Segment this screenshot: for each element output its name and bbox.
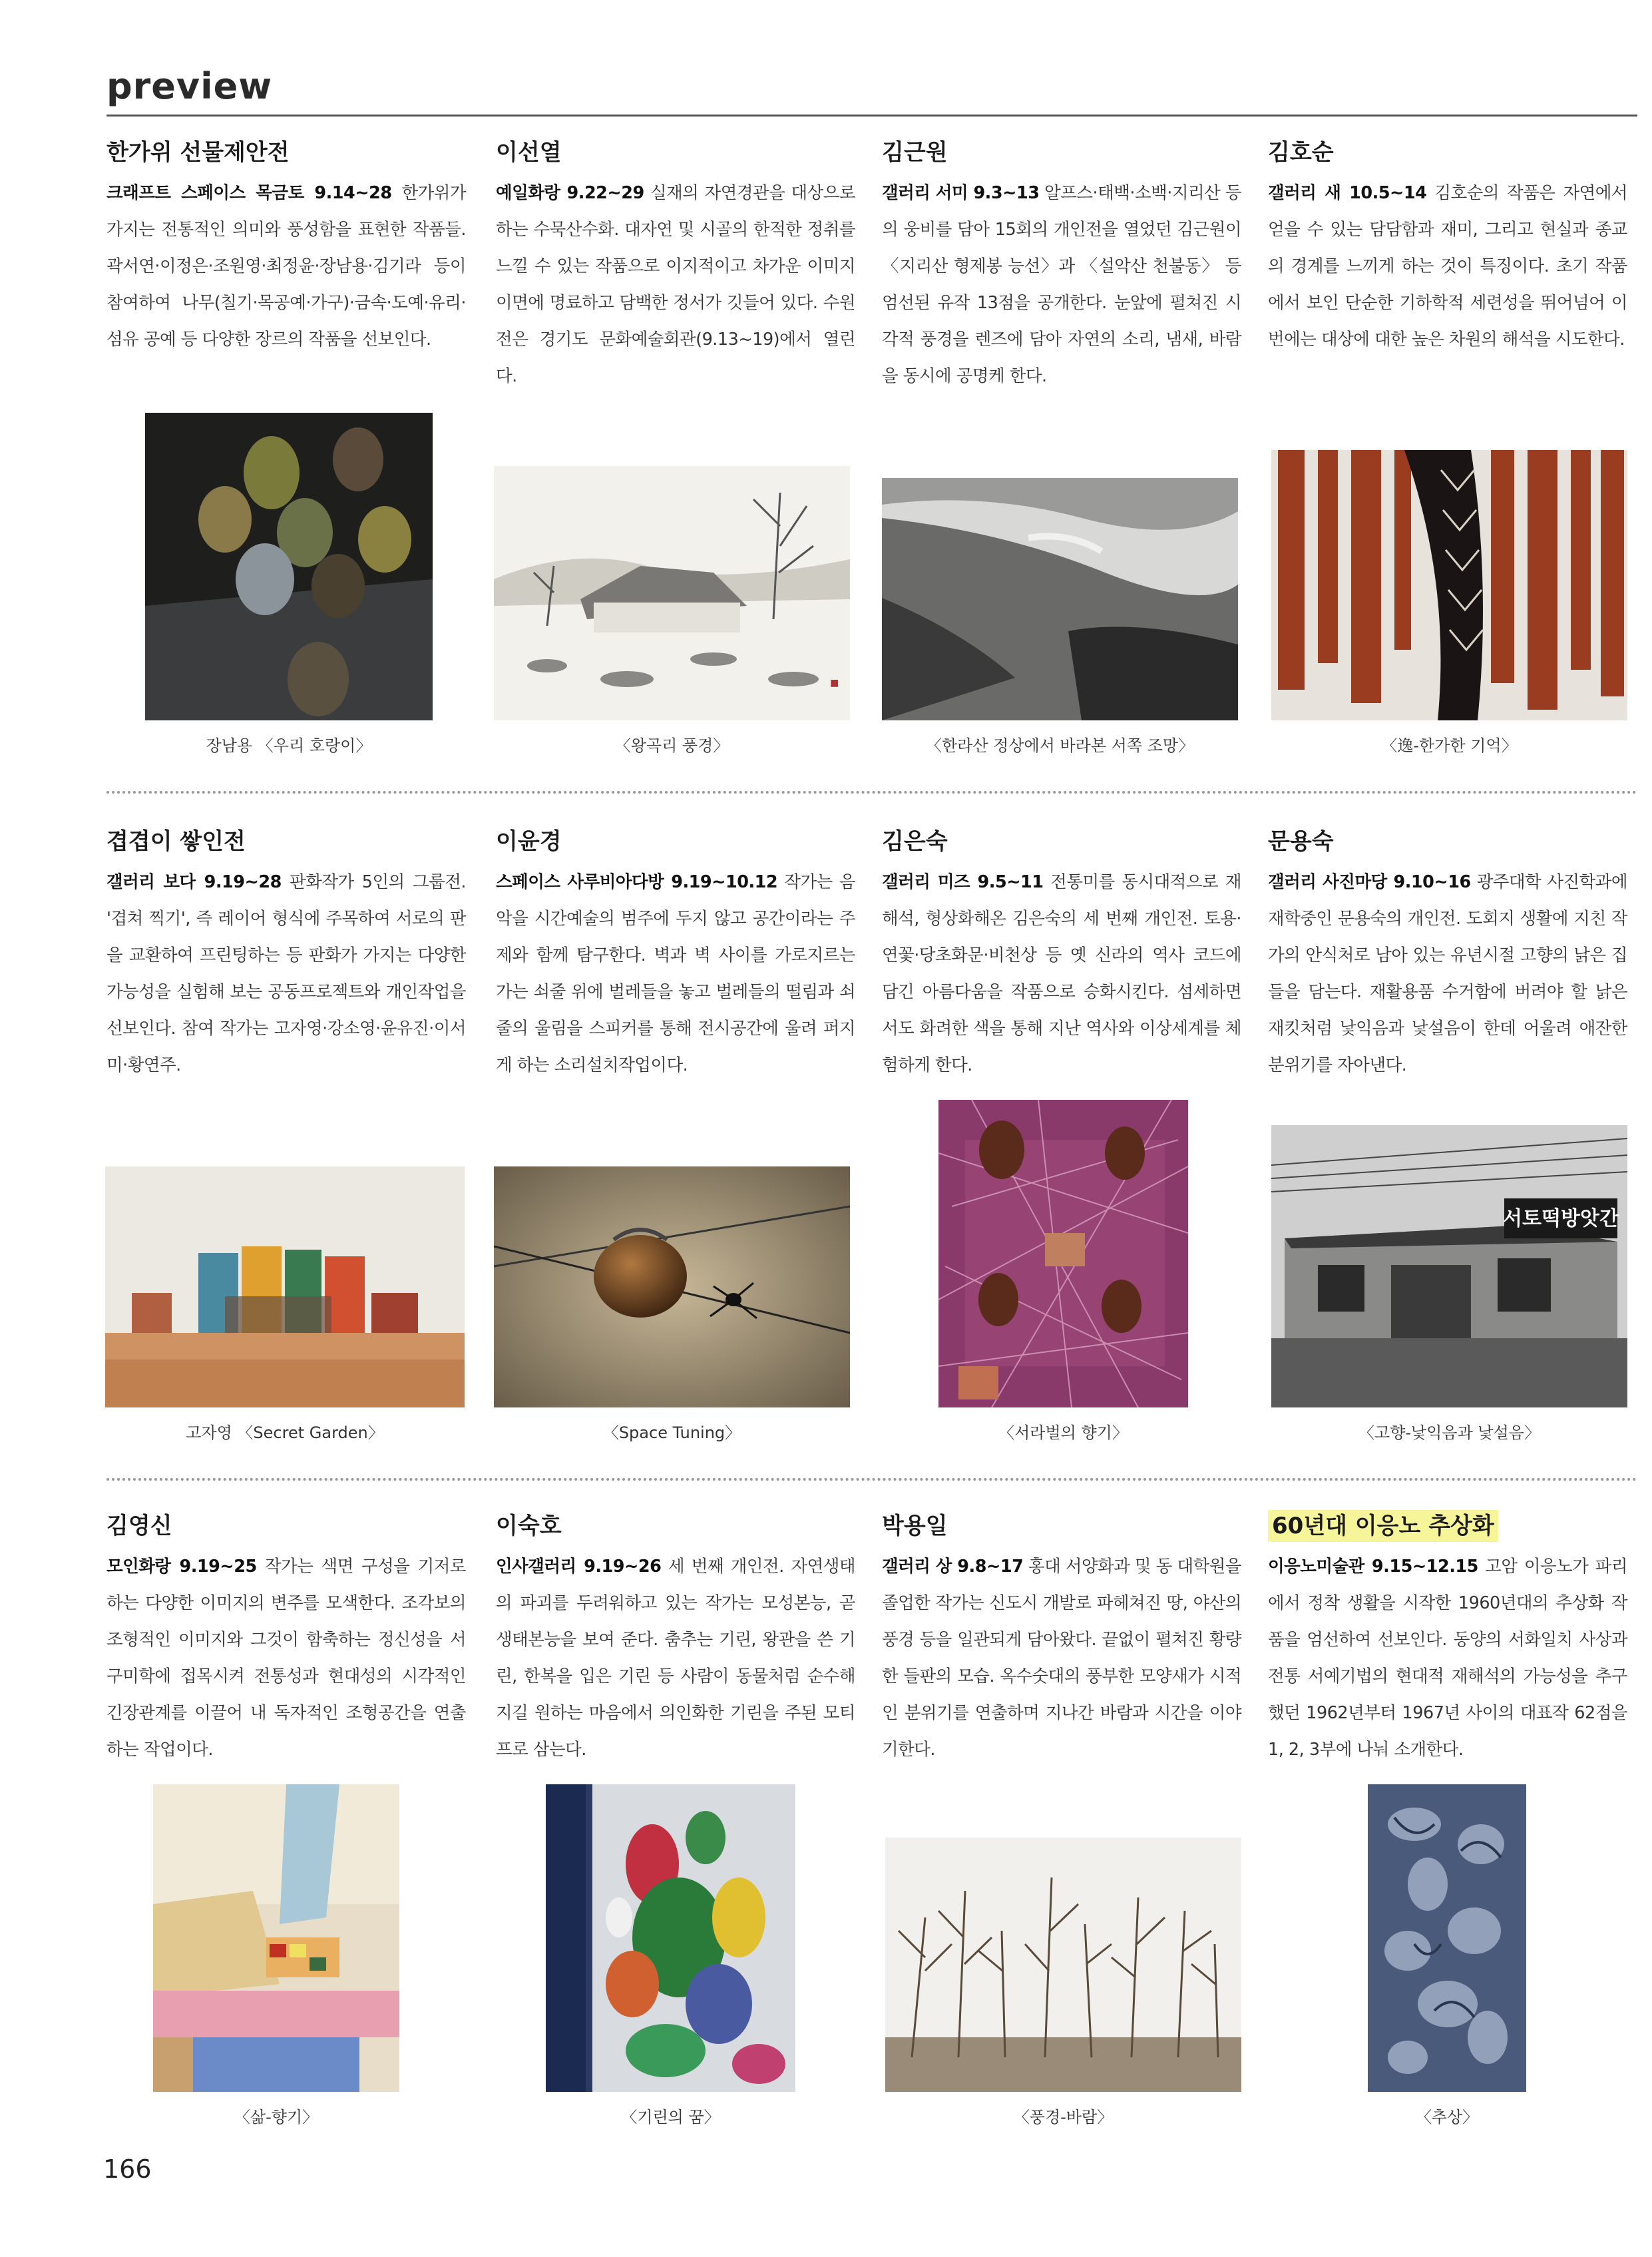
image-caption: 〈삶-향기〉 bbox=[234, 2108, 319, 2127]
artwork-image bbox=[1271, 1125, 1627, 1407]
entry-title: 김은숙 bbox=[882, 828, 948, 855]
entry-body bbox=[1268, 175, 1627, 358]
entry-text: 실재의 자연경관을 대상으로 하는 수묵산수화. 대자연 및 시골의 한적한 정취를 느낄 수 있는 작품으로 이지적이고 차가운 이미지 이면에 명료하고 담백한 정서가 깃들어 있다. 수원전은 경기도 문화예술회관(9.13~19)에서 열린다. bbox=[496, 183, 856, 386]
entry-venue: 갤러리 서미 9.3~13 bbox=[882, 183, 1040, 203]
image-caption: 〈왕곡리 풍경〉 bbox=[614, 736, 729, 755]
entry-title: 이윤경 bbox=[496, 828, 562, 855]
entry-body bbox=[496, 175, 855, 395]
entry-venue: 모인화랑 9.19~25 bbox=[106, 1557, 257, 1577]
artwork-image bbox=[105, 1166, 465, 1407]
artwork-image bbox=[882, 478, 1238, 720]
entry-venue: 크래프트 스페이스 목금토 9.14~28 bbox=[106, 183, 392, 203]
page-number: 166 bbox=[103, 2154, 152, 2184]
entry-venue: 갤러리 사진마당 9.10~16 bbox=[1268, 872, 1471, 892]
image-caption: 〈서라벌의 향기〉 bbox=[998, 1423, 1128, 1442]
image-caption: 〈기린의 꿈〉 bbox=[621, 2108, 720, 2127]
artwork-image bbox=[494, 466, 850, 720]
artwork-image bbox=[153, 1784, 399, 2092]
entry-leeungno bbox=[1268, 1510, 1627, 1768]
entry-kimgeunwon bbox=[882, 136, 1241, 395]
entry-leeyoonkyung bbox=[496, 826, 855, 1084]
artwork-image bbox=[494, 1166, 850, 1407]
entry-venue: 갤러리 상 9.8~17 bbox=[882, 1557, 1024, 1577]
entry-leeseonyeol bbox=[496, 136, 855, 395]
section-title: preview bbox=[106, 65, 273, 107]
entry-body bbox=[106, 1549, 466, 1768]
artwork-image bbox=[546, 1784, 795, 2092]
entry-body bbox=[882, 1549, 1241, 1768]
entry-body bbox=[496, 1549, 855, 1768]
image-caption: 〈추상〉 bbox=[1415, 2108, 1479, 2127]
entry-text: 알프스·태백·소백·지리산 등의 웅비를 담아 15회의 개인전을 열었던 김근원이 〈지리산 형제봉 능선〉과 〈설악산 천불동〉 등 엄선된 유작 13점을 공개한다. 눈앞에 펼쳐진 시각적 풍경을 렌즈에 담아 자연의 소리, 냄새, 바람을 동시에 공명케 한다. bbox=[882, 183, 1242, 386]
entry-body bbox=[106, 864, 466, 1084]
entry-leesookho bbox=[496, 1510, 855, 1768]
entry-venue: 갤러리 미즈 9.5~11 bbox=[882, 872, 1044, 892]
artwork-image bbox=[145, 413, 433, 720]
artwork-image bbox=[1271, 450, 1627, 720]
entry-venue: 스페이스 사루비아다방 9.19~10.12 bbox=[496, 872, 778, 892]
entry-title: 이숙호 bbox=[496, 1513, 562, 1539]
entry-text: 판화작가 5인의 그룹전. '겹쳐 찍기', 즉 레이어 형식에 주목하여 서로의 판을 교환하여 프린팅하는 등 판화가 가지는 다양한 가능성을 실험해 보는 공동프로젝트와 개인작업을 선보인다. 참여 작가는 고자영·강소영·윤유진·이서미·황연주. bbox=[106, 872, 466, 1075]
header-rule bbox=[106, 115, 1637, 117]
svg-text:■: ■ bbox=[830, 678, 839, 688]
entry-body bbox=[106, 175, 466, 358]
entry-title: 김영신 bbox=[106, 1513, 172, 1539]
entry-text: 세 번째 개인전. 자연생태의 파괴를 두려워하고 있는 작가는 모성본능, 곧 생태본능을 보여 준다. 춤추는 기린, 왕관을 쓴 기린, 한복을 입은 기린 등 사람이 동물처럼 순수해지길 원하는 마음에서 의인화한 기린을 주된 모티프로 삼는다. bbox=[496, 1557, 855, 1760]
row-divider bbox=[106, 1478, 1637, 1481]
row-divider bbox=[106, 791, 1637, 794]
entry-text: 한가위가 가지는 전통적인 의미와 풍성함을 표현한 작품들. 곽서연·이정은·조원영·최정윤·장남용·김기라 등이 참여하여 나무(칠기·목공예·가구)·금속·도예·유리·섬유 공예 등 다양한 장르의 작품을 선보인다. bbox=[106, 183, 466, 350]
entry-text: 고암 이응노가 파리에서 정착 생활을 시작한 1960년대의 추상화 작품을 엄선하여 선보인다. 동양의 서화일치 사상과 전통 서예기법의 현대적 재해석의 가능성을 추구했던 1962년부터 1967년 사이의 대표작 62점을 1, 2, 3부에 나눠 소개한다. bbox=[1268, 1557, 1628, 1760]
entry-title: 박용일 bbox=[882, 1513, 948, 1539]
entry-text: 광주대학 사진학과에 재학중인 문용숙의 개인전. 도회지 생활에 지친 작가의 안식처로 남아 있는 유년시절 고향의 낡은 집들을 담는다. 재활용품 수거함에 버려야 할 낡은 재킷처럼 낯익음과 낯설음이 한데 어울려 애잔한 분위기를 자아낸다. bbox=[1268, 872, 1627, 1075]
shop-sign-text: 서토떡방앗간 bbox=[1503, 1207, 1619, 1230]
entry-body bbox=[496, 864, 855, 1084]
entry-kimhosun bbox=[1268, 136, 1627, 358]
entry-text: 작가는 색면 구성을 기저로 하는 다양한 이미지의 변주를 모색한다. 조각보의 조형적인 이미지와 그것이 함축하는 정신성을 서구미학에 접목시켜 전통성과 현대성의 시각적인 긴장관계를 이끌어 내 독자적인 조형공간을 연출하는 작업이다. bbox=[106, 1557, 467, 1760]
entry-body bbox=[1268, 864, 1627, 1084]
artwork-image bbox=[938, 1100, 1188, 1407]
entry-body bbox=[882, 175, 1241, 395]
entry-hangawi bbox=[106, 136, 466, 358]
section-header bbox=[106, 65, 272, 107]
entry-title: 문용숙 bbox=[1268, 828, 1334, 855]
image-caption: 〈고향-낯익음과 낯설음〉 bbox=[1358, 1423, 1540, 1442]
entry-title: 김근원 bbox=[882, 139, 948, 166]
entry-body bbox=[1268, 1549, 1627, 1768]
entry-layered bbox=[106, 826, 466, 1084]
image-caption: 고자영 〈Secret Garden〉 bbox=[186, 1423, 384, 1442]
entry-title: 겹겹이 쌓인전 bbox=[106, 828, 246, 855]
artwork-image bbox=[885, 1838, 1241, 2092]
entry-title: 한가위 선물제안전 bbox=[106, 139, 290, 166]
entry-kimeunsook bbox=[882, 826, 1241, 1084]
artwork-image bbox=[1368, 1784, 1526, 2092]
entry-text: 김호순의 작품은 자연에서 얻을 수 있는 담담함과 재미, 그리고 현실과 종교의 경계를 느끼게 하는 것이 특징이다. 초기 작품에서 보인 단순한 기하학적 세련성을 뛰어넘어 이번에는 대상에 대한 높은 차원의 해석을 시도한다. bbox=[1268, 183, 1628, 350]
entry-text: 홍대 서양화과 및 동 대학원을 졸업한 작가는 신도시 개발로 파헤쳐진 땅, 야산의 풍경 등을 일관되게 담아왔다. 끝없이 펼쳐진 황량한 들판의 모습. 옥수숫대의 풍부한 모양새가 시적인 분위기를 연출하며 지나간 바람과 시간을 이야기한다. bbox=[882, 1557, 1241, 1760]
entry-venue: 이응노미술관 9.15~12.15 bbox=[1268, 1557, 1478, 1577]
image-caption: 〈풍경-바람〉 bbox=[1013, 2108, 1114, 2127]
entry-venue: 예일화랑 9.22~29 bbox=[496, 183, 644, 203]
entry-parkyongil bbox=[882, 1510, 1241, 1768]
entry-title: 이선열 bbox=[496, 139, 562, 166]
image-caption: 〈한라산 정상에서 바라본 서쪽 조망〉 bbox=[925, 736, 1195, 755]
entry-kimyoungshin bbox=[106, 1510, 466, 1768]
entry-moonyongsook bbox=[1268, 826, 1627, 1084]
image-caption: 장남용 〈우리 호랑이〉 bbox=[206, 736, 372, 755]
entry-title: 김호순 bbox=[1268, 139, 1334, 166]
image-caption: 〈Space Tuning〉 bbox=[602, 1423, 741, 1442]
entry-venue: 갤러리 보다 9.19~28 bbox=[106, 872, 282, 892]
entry-body bbox=[882, 864, 1241, 1084]
entry-venue: 인사갤러리 9.19~26 bbox=[496, 1557, 662, 1577]
image-caption: 〈逸-한가한 기억〉 bbox=[1381, 736, 1518, 755]
entry-text: 작가는 음악을 시간예술의 범주에 두지 않고 공간이라는 주제와 함께 탐구한다. 벽과 벽 사이를 가로지르는 가는 쇠줄 위에 벌레들을 놓고 벌레들의 떨림과 쇠줄의 울림을 스피커를 통해 전시공간에 울려 퍼지게 하는 소리설치작업이다. bbox=[496, 872, 856, 1075]
entry-title: 60년대 이응노 추상화 bbox=[1268, 1510, 1498, 1542]
entry-text: 전통미를 동시대적으로 재해석, 형상화해온 김은숙의 세 번째 개인전. 토용·연꽃·당초화문·비천상 등 옛 신라의 역사 코드에 담긴 아름다움을 작품으로 승화시킨다. 섬세하면서도 화려한 색을 통해 지난 역사와 이상세계를 체험하게 한다. bbox=[882, 872, 1241, 1075]
entry-venue: 갤러리 새 10.5~14 bbox=[1268, 183, 1427, 203]
